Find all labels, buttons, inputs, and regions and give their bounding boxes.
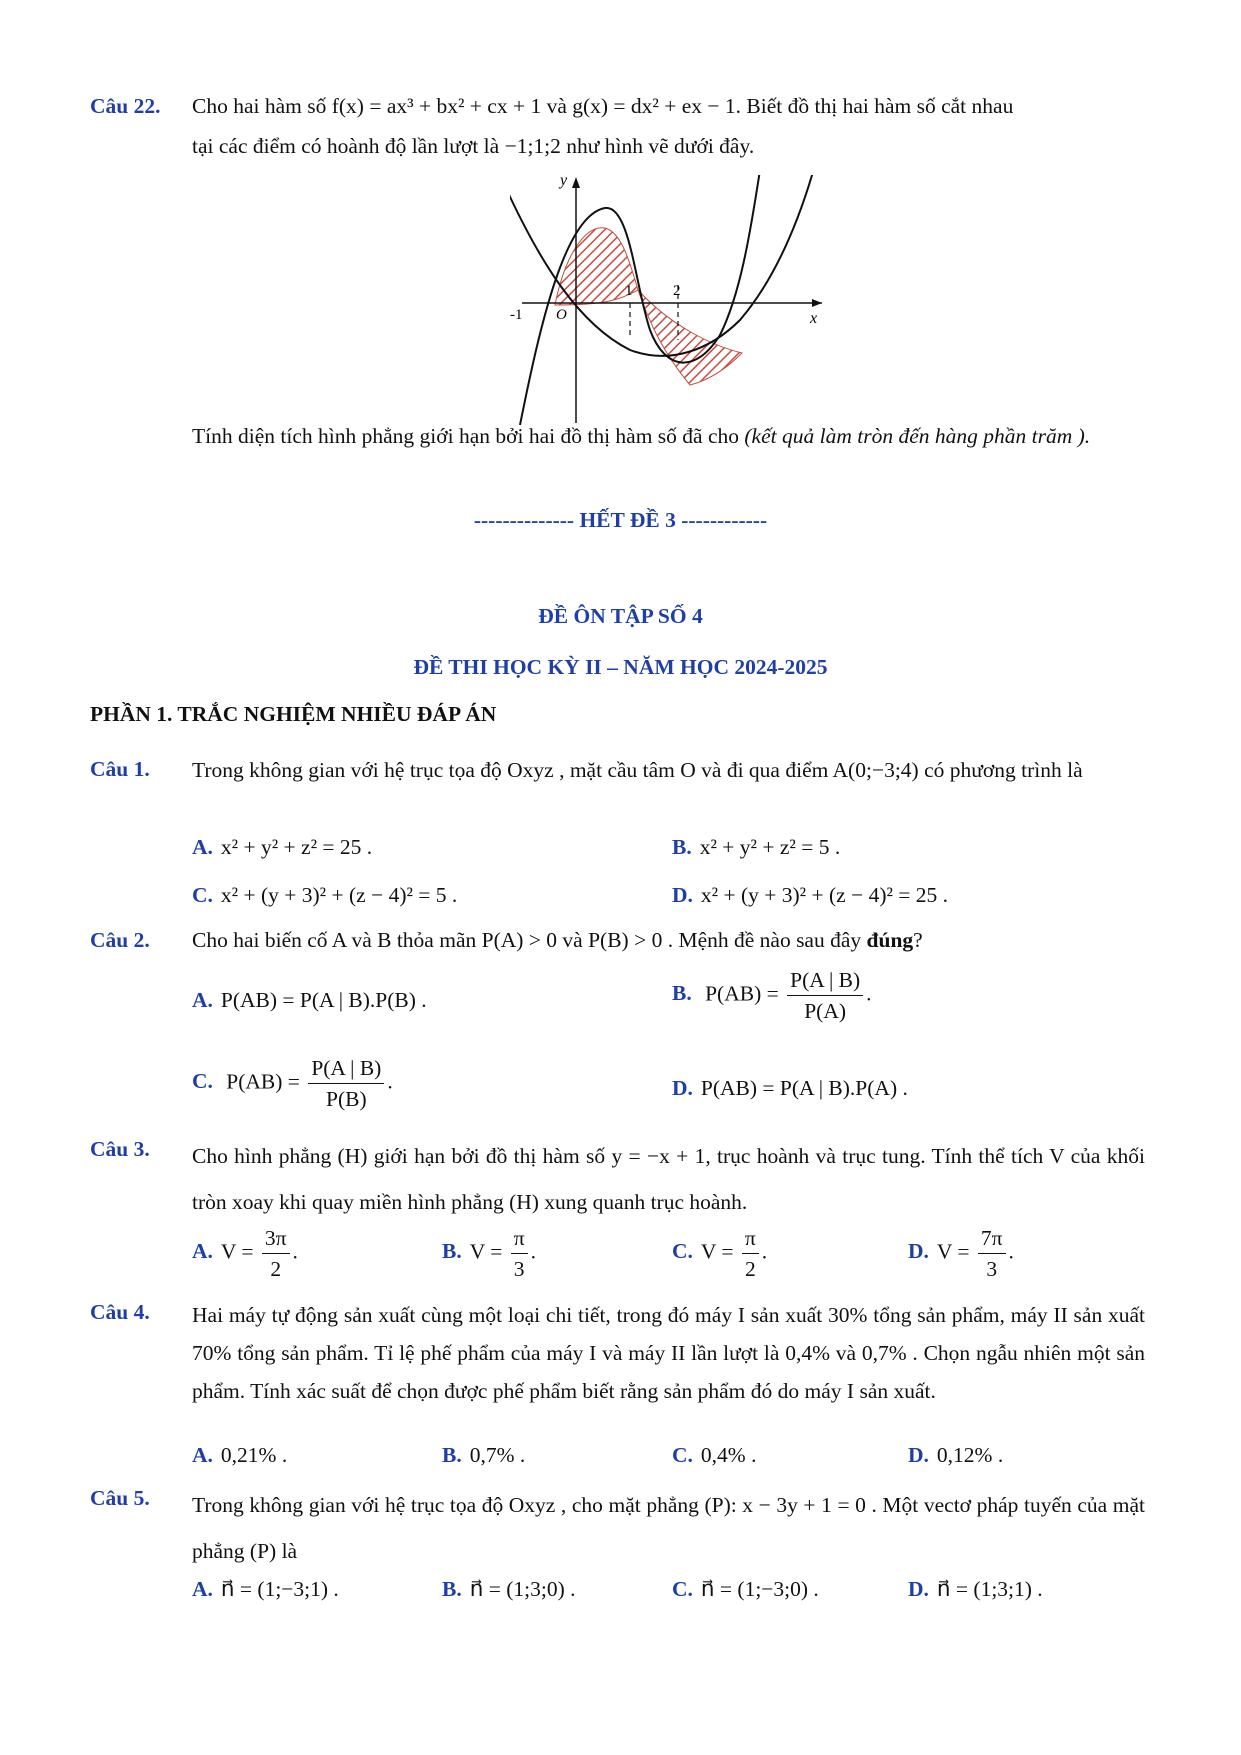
option-letter: D.	[672, 1076, 693, 1100]
test-4-title: ĐỀ ÔN TẬP SỐ 4	[538, 604, 703, 628]
x-axis-arrow	[812, 299, 822, 307]
q1-option-d	[672, 883, 948, 908]
denominator: 2	[270, 1257, 282, 1281]
option-letter: D.	[908, 1577, 929, 1601]
numerator: P(A | B)	[787, 965, 863, 996]
option-letter: C.	[672, 1443, 693, 1467]
function-graph	[510, 175, 830, 425]
q5-option-a	[192, 1577, 339, 1602]
denominator: P(A)	[804, 999, 847, 1023]
q1-option-a	[192, 835, 372, 860]
option-text: P(AB) =	[226, 1069, 300, 1094]
option-letter: B.	[442, 1577, 462, 1601]
question-2-text	[192, 928, 923, 953]
option-letter: D.	[908, 1239, 929, 1264]
option-letter: B.	[672, 835, 692, 859]
option-letter: D.	[908, 1443, 929, 1467]
y-label: y	[560, 175, 568, 189]
question-2-emphasis: đúng	[866, 928, 914, 952]
option-letter: B.	[672, 981, 692, 1006]
question-22-ask-text: Tính diện tích hình phẳng giới hạn bởi hai đồ thị hàm số đã cho	[192, 424, 740, 448]
numerator: 7π	[978, 1223, 1006, 1254]
question-22-number: Câu 22.	[90, 94, 161, 118]
tick-label-neg1: -1	[510, 307, 523, 323]
option-letter: B.	[442, 1239, 462, 1264]
fraction	[978, 1223, 1006, 1284]
question-22-ask-note: (kết quả làm tròn đến hàng phần trăm ).	[744, 424, 1091, 448]
option-text: x² + (y + 3)² + (z − 4)² = 5 .	[220, 883, 458, 907]
q4-option-a	[192, 1443, 287, 1468]
q1-option-b	[672, 835, 840, 860]
option-text: V =	[936, 1239, 970, 1264]
numerator: π	[742, 1223, 759, 1254]
tick-label-1: 1	[625, 283, 633, 299]
exam-title: ĐỀ THI HỌC KỲ II – NĂM HỌC 2024-2025	[413, 655, 828, 679]
x-label: x	[810, 310, 818, 327]
option-text: n⃗ = (1;3;1) .	[936, 1577, 1043, 1601]
question-22-line2: tại các điểm có hoành độ lần lượt là −1;1;2 như hình vẽ dưới đây.	[192, 134, 755, 158]
q5-option-b	[442, 1577, 576, 1602]
q3-option-b: B. V = $\frac{\pi}{3}$ .	[442, 1223, 536, 1284]
option-text: 0,21% .	[220, 1443, 288, 1467]
question-3-text: Cho hình phẳng (H) giới hạn bởi đồ thị hàm số y = −x + 1, trục hoành và trục tung. Tính thể tích V của khối tròn xoay khi quay miền hình phẳng (H) xung quanh trục hoành.	[192, 1144, 1145, 1214]
question-4-text: Hai máy tự động sản xuất cùng một loại chi tiết, trong đó máy I sản xuất 30% tổng sản phẩm, máy II sản xuất 70% tổng sản phẩm. Tỉ lệ phế phẩm của máy I và máy II lần lượt là 0,4% và 0,7% . Chọn ngẫu nhiên một sản phẩm. Tính xác suất để chọn được phế phẩm biết rằng sản phẩm đó do máy I sản xuất.	[192, 1303, 1145, 1403]
question-5-text: Trong không gian với hệ trục tọa độ Oxyz , cho mặt phẳng (P): x − 3y + 1 = 0 . Một vectơ pháp tuyến của mặt phẳng (P) là	[192, 1493, 1145, 1563]
q2-option-b	[672, 965, 872, 1026]
denominator: 3	[513, 1257, 525, 1281]
question-4-number: Câu 4.	[90, 1300, 150, 1324]
q4-option-b	[442, 1443, 525, 1468]
option-text: P(AB) = P(A | B).P(B) .	[220, 988, 427, 1012]
option-text: n⃗ = (1;−3;0) .	[700, 1577, 819, 1601]
end-of-test-3: -------------- HẾT ĐỀ 3 ------------	[473, 508, 768, 532]
numerator: 3π	[262, 1223, 290, 1254]
option-text: 0,4% .	[700, 1443, 757, 1467]
option-text: P(AB) =	[705, 981, 779, 1006]
option-text: V =	[220, 1239, 254, 1264]
denominator: P(B)	[326, 1087, 367, 1111]
question-2-body: Cho hai biến cố A và B thỏa mãn P(A) > 0 và P(B) > 0 . Mệnh đề nào sau đây	[192, 928, 862, 952]
fraction	[308, 1053, 384, 1114]
q2-option-c	[192, 1053, 393, 1114]
question-1-text: Trong không gian với hệ trục tọa độ Oxyz , mặt cầu tâm O và đi qua điểm A(0;−3;4) có phương trình là	[192, 758, 1083, 782]
option-end: .	[387, 1069, 393, 1094]
question-22-ask	[192, 424, 1090, 449]
q5-option-d	[908, 1577, 1043, 1602]
option-letter: C.	[192, 883, 213, 907]
option-text: x² + y² + z² = 5 .	[699, 835, 841, 859]
q2-option-d	[672, 1076, 908, 1101]
option-letter: A.	[192, 1239, 213, 1264]
question-2-number: Câu 2.	[90, 928, 150, 952]
option-text: n⃗ = (1;3;0) .	[469, 1577, 576, 1601]
q5-option-c	[672, 1577, 819, 1602]
option-letter: C.	[192, 1069, 213, 1094]
option-letter: A.	[192, 1577, 213, 1601]
option-text: V =	[469, 1239, 503, 1264]
option-text: n⃗ = (1;−3;1) .	[220, 1577, 339, 1601]
question-22-line1: Cho hai hàm số f(x) = ax³ + bx² + cx + 1 và g(x) = dx² + ex − 1. Biết đồ thị hai hàm số cắt nhau	[192, 94, 1014, 118]
option-text: 0,12% .	[936, 1443, 1004, 1467]
q3-option-c: C. V = $\frac{\pi}{2}$ .	[672, 1223, 767, 1284]
question-3-number: Câu 3.	[90, 1137, 150, 1161]
q1-option-c	[192, 883, 457, 908]
part-1-heading: PHẦN 1. TRẮC NGHIỆM NHIỀU ĐÁP ÁN	[90, 702, 497, 726]
option-letter: D.	[672, 883, 693, 907]
numerator: P(A | B)	[308, 1053, 384, 1084]
denominator: 3	[986, 1257, 998, 1281]
fraction	[511, 1223, 528, 1284]
option-text: 0,7% .	[469, 1443, 526, 1467]
fraction	[787, 965, 863, 1026]
option-letter: A.	[192, 988, 213, 1012]
q2-option-a	[192, 988, 427, 1013]
y-axis-arrow	[572, 177, 580, 188]
question-2-tail: ?	[913, 928, 923, 952]
tick-label-2: 2	[673, 283, 681, 299]
q4-option-d	[908, 1443, 1003, 1468]
option-letter: A.	[192, 1443, 213, 1467]
q4-option-c	[672, 1443, 756, 1468]
question-5-number: Câu 5.	[90, 1486, 150, 1510]
fraction	[262, 1223, 290, 1284]
option-letter: C.	[672, 1239, 693, 1264]
q3-option-d: D. V = $\frac{7\pi}{3}$ .	[908, 1223, 1014, 1284]
option-text: x² + y² + z² = 25 .	[220, 835, 373, 859]
option-letter: B.	[442, 1443, 462, 1467]
option-letter: A.	[192, 835, 213, 859]
option-letter: C.	[672, 1577, 693, 1601]
option-end: .	[866, 981, 872, 1006]
numerator: π	[511, 1223, 528, 1254]
denominator: 2	[744, 1257, 756, 1281]
option-text: P(AB) = P(A | B).P(A) .	[700, 1076, 908, 1100]
q3-option-a: A. V = $\frac{3\pi}{2}$ .	[192, 1223, 298, 1284]
option-text: x² + (y + 3)² + (z − 4)² = 25 .	[700, 883, 949, 907]
fraction	[742, 1223, 759, 1284]
question-1-number: Câu 1.	[90, 757, 150, 781]
origin-label: O	[556, 307, 567, 323]
option-text: V =	[700, 1239, 734, 1264]
